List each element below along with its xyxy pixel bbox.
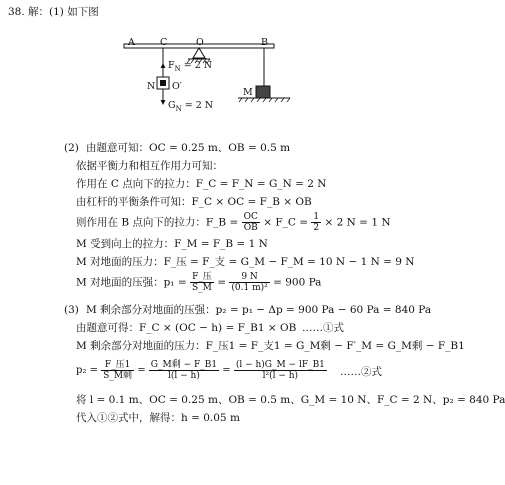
part2-line3: 作用在 C 点向下的拉力：F_C = F_N = G_N = 2 N bbox=[76, 178, 327, 190]
force-fn-label: $F_N = 2$ N bbox=[168, 60, 213, 73]
part3-line6: 代入①②式中，解得：h = 0.05 m bbox=[76, 412, 240, 424]
part2-label: (2) bbox=[64, 142, 79, 154]
part2-line4: 由杠杆的平衡条件可知：F_C × OC = F_B × OB bbox=[76, 196, 312, 208]
label-m: M bbox=[243, 87, 253, 98]
problem-intro: 解：(1) 如下图 bbox=[28, 6, 99, 18]
fraction: $\frac{\text{G\_M剩 − F\_B1}}{l(l - h)}$ bbox=[150, 360, 218, 381]
part3-tag1: ……①式 bbox=[302, 322, 344, 334]
part2-line5: 则作用在 B 点向下的拉力：F_B = $\frac{OC}{OB}$ × F_C = $\frac{1}{2}$ × 2 N = 1 N bbox=[76, 212, 391, 233]
part3-tag2: ……②式 bbox=[340, 366, 382, 378]
label-c: C bbox=[160, 37, 168, 48]
part2-line1: 由题意可知：OC = 0.25 m、OB = 0.5 m bbox=[86, 142, 291, 154]
part2-line2: 依据平衡力和相互作用力可知： bbox=[76, 160, 223, 172]
label-n: N bbox=[147, 81, 156, 92]
part2-line7: M 对地面的压力：F_压 = F_支 = G_M − F_M = 10 N − 1 N = 9 N bbox=[76, 256, 415, 268]
block-m bbox=[256, 86, 270, 98]
part3-line5: 将 l = 0.1 m、OC = 0.25 m、OB = 0.5 m、G_M = 10 N、F_C = 2 N、p₂ = 840 Pa bbox=[76, 394, 505, 406]
fraction: $\frac{9 N}{\text{(0.1 m)²}}$ bbox=[231, 272, 268, 293]
part3-line4: p₂ = $\frac{\text{F\_压1}}{\text{S\_M剩}}$ = $\frac{\text{G\_M剩 − F\_B1}}{l(l - h)}$ = $\frac{(l - h)G\_M - lF\_B1}{\text{l²(l − h)}}$ bbox=[76, 360, 325, 381]
label-o: O bbox=[196, 37, 204, 48]
part3-line1: M 剩余部分对地面的压强：p₂ = p₁ − Δp = 900 Pa − 60 Pa = 840 Pa bbox=[86, 304, 432, 316]
part3-label: (3) bbox=[64, 304, 79, 316]
fraction: $\frac{OC}{OB}$ bbox=[243, 212, 258, 233]
label-o-prime: O′ bbox=[172, 81, 182, 92]
part3-line2: 由题意可得：F_C × (OC − h) = F_B1 × OB bbox=[76, 322, 297, 334]
label-a: A bbox=[128, 37, 135, 48]
force-gn-label: $G_N = 2$ N bbox=[168, 100, 214, 113]
fraction: $\frac{(l - h)G\_M - lF\_B1}{\text{l²(l − h)}}$ bbox=[235, 360, 325, 381]
label-b: B bbox=[261, 37, 268, 48]
lever-diagram bbox=[0, 28, 451, 153]
pivot-triangle bbox=[193, 48, 205, 58]
fraction: $\frac{\text{F\_压1}}{\text{S\_M剩}}$ bbox=[103, 360, 133, 381]
part2-line6: M 受到向上的拉力：F_M = F_B = 1 N bbox=[76, 238, 268, 250]
part2-line8: M 对地面的压强：p₁ = $\frac{\text{F\_压}}{S\_M}$ = $\frac{9 N}{\text{(0.1 m)²}}$ = 900 Pa bbox=[76, 272, 322, 293]
problem-number: 38. bbox=[8, 6, 25, 18]
part3-line3: M 剩余部分对地面的压力：F_压1 = F_支1 = G_M剩 − F′_M = G_M剩 − F_B1 bbox=[76, 340, 465, 352]
fraction: $\frac{1}{2}$ bbox=[313, 212, 320, 233]
fraction: $\frac{\text{F\_压}}{S\_M}$ bbox=[192, 272, 212, 293]
